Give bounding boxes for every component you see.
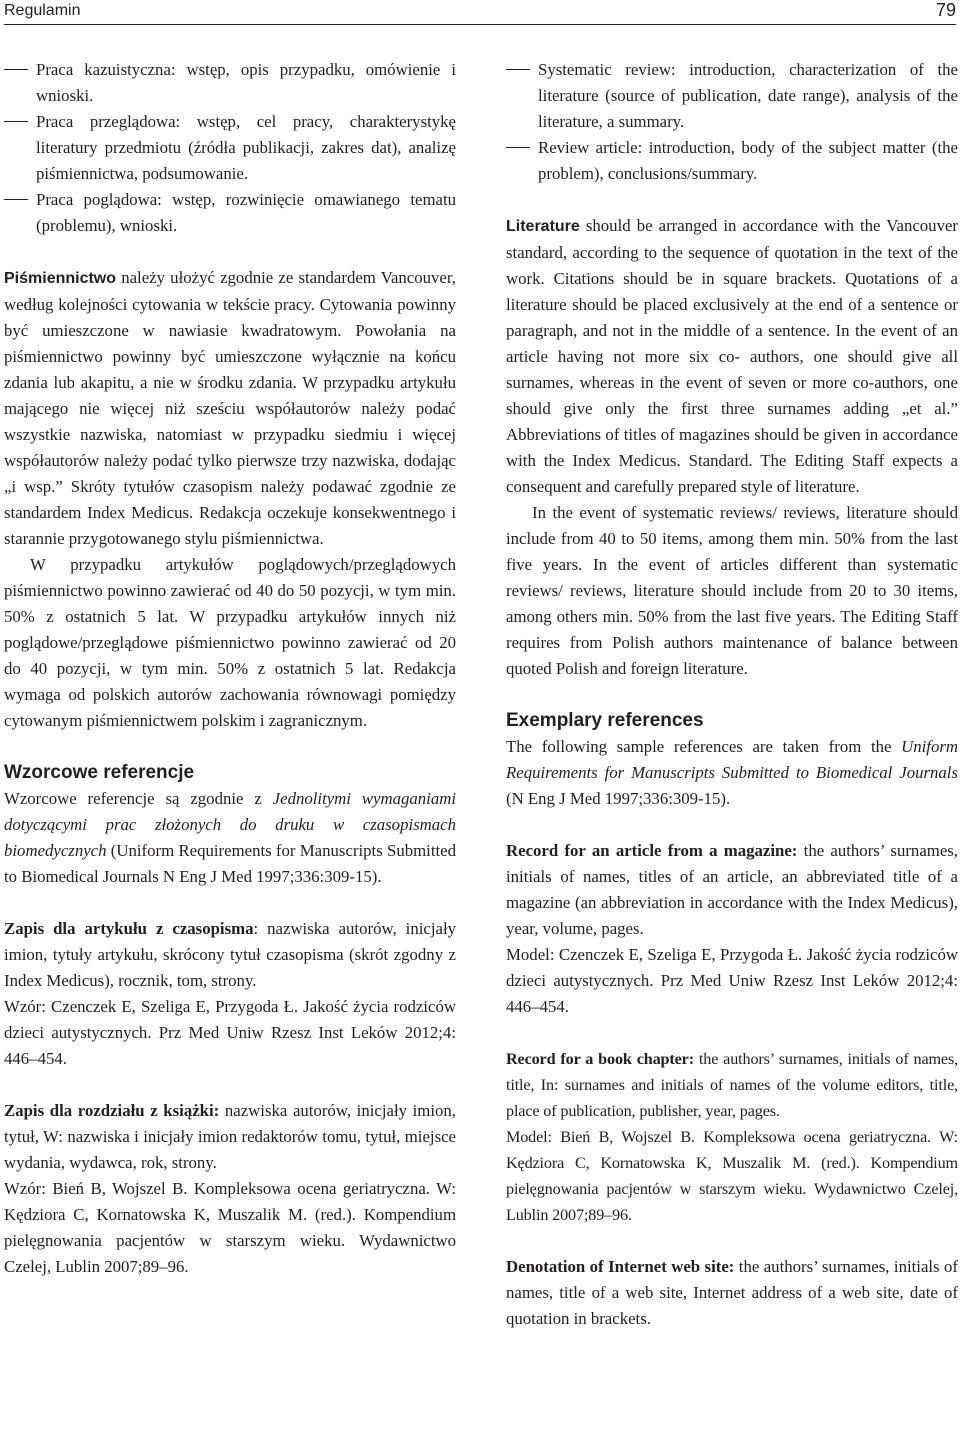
list-item: Praca poglądowa: wstęp, rozwinięcie omawianego tematu (problemu), wnioski. (4, 187, 456, 239)
literature-paragraph-pl: Piśmiennictwo należy ułożyć zgodnie ze standardem Vancouver, według kolejności cytowania w tekście pracy. Cytowania powinny być umieszczone w nawiasie kwadratowym. Powołania na piśmiennictwo powinny być umieszczone wyłącznie na końcu zdania lub akapitu, a nie w środku zdania. W przypadku artykułu mającego nie więcej niż sześciu współautorów należy podać wszystkie nazwiska, natomiast w przypadku siedmiu i więcej współautorów należy podać tylko pierwsze trzy nazwiska, dodając „i wsp.” Skróty tytułów czasopism należy podawać zgodnie ze standardem Index Medicus. Redakcja oczekuje konsekwentnego i starannie przygotowanego stylu piśmiennictwa. (4, 268, 456, 548)
literature-term: Piśmiennictwo (4, 270, 117, 287)
journal-example-en: Model: Czenczek E, Szeliga E, Przygoda Ł. Jakość życia rodziców dzieci autystycznych. Prz Med Uniw Rzesz Inst Leków 2012;4: 446–454. (506, 945, 958, 1016)
literature-term: Literature (506, 218, 580, 235)
dash-bullet (4, 69, 28, 70)
section-heading-references-pl: Wzorcowe referencje (4, 762, 195, 783)
book-record-en: Record for a book chapter: the authors’ surnames, initials of names, title, In: surnames and initials of names of the volume editors, title, place of publication, publisher, year, pages. (506, 1050, 959, 1120)
list-item: Review article: introduction, body of the subject matter (the problem), conclusions/summary. (506, 135, 958, 187)
literature-paragraph-en: Literature should be arranged in accordance with the Vancouver standard, according to the sequence of quotation in the text of the work. Citations should be in square brackets. Quotations of a literature should be placed exclusively at the end of a sentence or paragraph, and not in the middle of a sentence. In the event of an article having not more six co- authors, one should give all surnames, whereas in the event of seven or more co-authors, one should give only the first three surnames adding „et al.” Abbreviations of titles of magazines should be given in accordance with the Index Medicus. Standard. The Editing Staff expects a consequent and carefully prepared style of literature. (506, 216, 958, 496)
journal-record-en: Record for an article from a magazine: the authors’ surnames, initials of names, titles of an article, an abbreviated title of a magazine (an abbreviation in accordance with the Index Medicus), year, volume, pages. (506, 841, 958, 938)
page-number: 79 (935, 0, 956, 20)
section-heading-references-en: Exemplary references (506, 710, 704, 731)
references-intro-en: The following sample references are taken from the Uniform Requirements for Manuscripts Submitted to Biomedical Journals (N Eng J Med 1997;336:309-15). (506, 737, 958, 808)
web-record-en: Denotation of Internet web site: the authors’ surnames, initials of names, title of a web site, Internet address of a web site, date of quotation in brackets. (506, 1257, 958, 1328)
dash-bullet (506, 69, 530, 70)
list-item: Praca przeglądowa: wstęp, cel pracy, charakterystykę literatury przedmiotu (źródła publikacji, zakres dat), analizę piśmiennictwa, podsumowanie. (4, 109, 456, 187)
dash-bullet (4, 199, 28, 200)
dash-bullet (4, 121, 28, 122)
book-record-pl: Zapis dla rozdziału z książki: nazwiska autorów, inicjały imion, tytuł, W: nazwiska i inicjały imion redaktorów tomu, tytuł, miejsce wydania, wydawca, rok, strony. (4, 1101, 456, 1172)
journal-record-pl: Zapis dla artykułu z czasopisma: nazwiska autorów, inicjały imion, tytuły artykułu, skrócony tytuł czasopisma (skrót zgodny z Index Medicus), rocznik, tom, strony. (4, 919, 456, 990)
article-types-list-en (506, 57, 958, 187)
list-item: Praca kazuistyczna: wstęp, opis przypadku, omówienie i wnioski. (4, 57, 456, 109)
section-title: Regulamin (4, 2, 81, 19)
right-column (506, 57, 958, 1332)
book-example-pl: Wzór: Bień B, Wojszel B. Kompleksowa ocena geriatryczna. W: Kędziora C, Kornatowska K, Muszalik M. (red.). Kompendium pielęgnowania pacjentów w starszym wieku. Wydawnictwo Czelej, Lublin 2007;89–96. (4, 1179, 456, 1276)
article-types-list-pl (4, 57, 456, 239)
literature-count-paragraph-pl: W przypadku artykułów poglądowych/przeglądowych piśmiennictwo powinno zawierać od 40 do 50 pozycji, w tym min. 50% z ostatnich 5 lat. W przypadku artykułów innych niż poglądowe/przeglądowe piśmiennictwo powinno zawierać od 20 do 40 pozycji, w tym min. 50% z ostatnich 5 lat. Redakcja wymaga od polskich autorów zachowania równowagi pomiędzy cytowanym piśmiennictwem polskim i zagranicznym. (4, 555, 456, 730)
dash-bullet (506, 147, 530, 148)
left-column (4, 57, 456, 1280)
literature-count-paragraph-en: In the event of systematic reviews/ reviews, literature should include from 40 to 50 items, among them min. 50% from the last five years. In the event of articles different than systematic reviews/ reviews, literature should include from 20 to 30 items, among others min. 50% from the last five years. The Editing Staff requires from Polish authors maintenance of balance between quoted Polish and foreign literature. (506, 503, 958, 678)
running-header (4, 0, 956, 25)
references-intro-pl: Wzorcowe referencje są zgodnie z Jednolitymi wymaganiami dotyczącymi prac złożonych do druku w czasopismach biomedycznych (Uniform Requirements for Manuscripts Submitted to Biomedical Journals N Eng J Med 1997;336:309-15). (4, 789, 456, 886)
list-item: Systematic review: introduction, characterization of the literature (source of publication, date range), analysis of the literature, a summary. (506, 57, 958, 135)
book-example-en: Model: Bień B, Wojszel B. Kompleksowa ocena geriatryczna. W: Kędziora C, Kornatowska K, Muszalik M. (red.). Kompendium pielęgnowania pacjentów w starszym wieku. Wydawnictwo Czelej, Lublin 2007;89–96. (506, 1128, 958, 1224)
journal-example-pl: Wzór: Czenczek E, Szeliga E, Przygoda Ł. Jakość życia rodziców dzieci autystycznych. Prz Med Uniw Rzesz Inst Leków 2012;4: 446–454. (4, 997, 456, 1068)
